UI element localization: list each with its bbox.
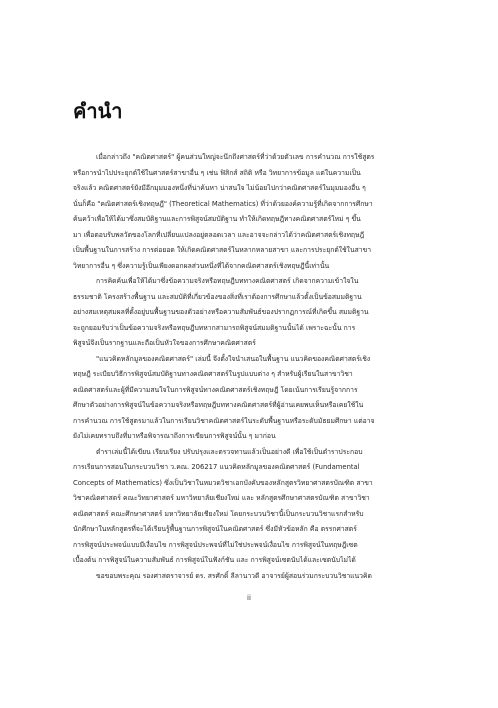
text-line: นั่นก็คือ "คณิตศาสตร์เชิงทฤษฎี" (Theoretical Mathematics) ที่ว่าด้วยองค์ความรู้ที่เกิดจากการศึกษา <box>73 199 373 208</box>
text-line: ขอขอบพระคุณ รองศาสตราจารย์ ดร. สรศักดิ์ ลีลานาวดี อาจารย์ผู้สอนร่วมกระบวนวิชาแนวคิด <box>96 571 372 580</box>
text-line: จะถูกยอมรับว่าเป็นข้อความจริงหรือทฤษฎีบทหากสามารถพิสูจน์สมมติฐานนั้นได้ เพราะฉะนั้น การ <box>73 323 356 332</box>
text-line: ศึกษาตัวอย่างการพิสูจน์ในข้อความจริงหรือทฤษฎีบททางคณิตศาสตร์ที่ผู้อ่านเคยพบเห็นหรือเคยใช้ใน <box>73 401 364 409</box>
text-line: มา เพื่อตอบรับพลวัตของโลกที่เปลี่ยนแปลงอยู่ตลอดเวลา และอาจจะกล่าวได้ว่าคณิตศาสตร์เชิงทฤษฎี <box>73 230 365 239</box>
text-line: คณิตศาสตร์ คณะศึกษาศาสตร์ มหาวิทยาลัยเชียงใหม่ โดยกระบวนวิชานี้เป็นกระบวนวิชาแรกสำหรับ <box>73 509 364 518</box>
text-line: ค้นคว้าเพื่อให้ได้มาซึ่งสมบัติฐานและการพิสูจน์สมบัติฐาน ทำให้เกิดทฤษฎีทางคณิตศาสตร์ใหม่ ๆ ขึ้น <box>73 215 361 223</box>
text-line: วิชาคณิตศาสตร์ คณะวิทยาศาสตร์ มหาวิทยาลัยเชียงใหม่ และ หลักสูตรศึกษาศาสตรบัณฑิต สาขาวิชา <box>73 494 370 502</box>
text-line: Concepts of Mathematics) ซึ่งเป็นวิชาในหมวดวิชาเอกบังคับของหลักสูตรวิทยาศาสตรบัณฑิต สาขา <box>73 478 373 487</box>
text-line: วิทยาการอื่น ๆ ซึ่งความรู้เป็นเพียงดอกผลส่วนหนึ่งที่ได้จากคณิตศาสตร์เชิงทฤษฎีนี้เท่านั้น <box>73 261 330 270</box>
text-line: หรือการนำไปประยุกต์ใช้ในศาสตร์สาขาอื่น ๆ เช่น ฟิสิกส์ สถิติ หรือ วิทยาการข้อมูล แต่ในความเป็น <box>73 168 361 177</box>
preface-body <box>73 150 429 584</box>
text-line: การเรียนการสอนในกระบวนวิชา ว.คณ. 206217 แนวคิดหลักมูลของคณิตศาสตร์ (Fundamental <box>73 463 360 471</box>
text-line: คณิตศาสตร์และผู้ที่มีความสนใจในการพิสูจน์ทางคณิตศาสตร์เชิงทฤษฎี โดยเน้นการเรียนรู้จากการ <box>73 385 358 394</box>
text-line: นักศึกษาในหลักสูตรที่จะได้เรียนรู้พื้นฐานการพิสูจน์ในคณิตศาสตร์ ซึ่งมีหัวข้อหลัก คือ ตรรกศาสตร์ <box>73 525 357 533</box>
text-line: การคำนวณ การใช้สูตรมาแล้วในการเรียนวิชาคณิตศาสตร์ในระดับพื้นฐานหรือระดับมัธยมศึกษา แต่อาจ <box>73 416 375 425</box>
text-line: พิสูจน์จึงเป็นรากฐานและถือเป็นหัวใจของการศึกษาคณิตศาสตร์ <box>73 339 256 347</box>
text-line: ทฤษฎี ระเบียบวิธีการพิสูจน์สมบัติฐานทางคณิตศาสตร์ในรูปแบบต่าง ๆ สำหรับผู้เรียนในสาขาวิชา <box>73 370 353 378</box>
text-line: การพิสูจน์ประพจน์แบบมีเงื่อนไข การพิสูจน์ประพจน์ที่ไม่ใช่ประพจน์เงื่อนไข การพิสูจน์ในทฤษฎีเซต <box>73 540 358 549</box>
text-line: อย่างสมเหตุสมผลที่ตั้งอยู่บนพื้นฐานของตัวอย่างหรือความสัมพันธ์ของปรากฏการณ์ที่เกิดขึ้น สมมติฐาน <box>73 308 369 316</box>
text-line: ยังไม่เคยทราบถึงที่มาหรือพิจารณาถึงการเขียนการพิสูจน์นั้น ๆ มาก่อน <box>73 432 276 440</box>
text-line: จริงแล้ว คณิตศาสตร์ยังมีอีกมุมมองหนึ่งที่น่าค้นหา น่าสนใจ ไม่น้อยไปกว่าคณิตศาสตร์ในมุมมองอื่น ๆ <box>73 184 366 192</box>
text-line: ตำราเล่มนี้ได้เขียน เรียบเรียง ปรับปรุงและตรวจทานแล้วเป็นอย่างดี เพื่อใช้เป็นตำราประกอบ <box>96 447 363 456</box>
text-line: เป็นพื้นฐานในการสร้าง การต่อยอด ให้เกิดคณิตศาสตร์ในหลากหลายสาขา และการประยุกต์ใช้ในสาขา <box>73 246 372 254</box>
text-line: เมื่อกล่าวถึง "คณิตศาสตร์" ผู้คนส่วนใหญ่จะนึกถึงศาสตร์ที่ว่าด้วยตัวเลข การคำนวณ การใช้สูตร <box>96 153 375 161</box>
page-title: คำนำ <box>73 99 123 123</box>
text-line: ธรรมชาติ โครงสร้างพื้นฐาน และสมบัติที่เกี่ยวข้องของสิ่งที่เราต้องการศึกษาแล้วตั้งเป็นข้อสมมติฐาน <box>73 292 362 301</box>
text-line: การคิดค้นเพื่อให้ได้มาซึ่งข้อความจริงหรือทฤษฎีบททางคณิตศาสตร์ เกิดจากความเข้าใจใน <box>96 277 359 285</box>
text-line: "แนวคิดหลักมูลของคณิตศาสตร์" เล่มนี้ จึงตั้งใจนำเสนอในพื้นฐาน แนวคิดของคณิตศาสตร์เชิง <box>96 354 371 363</box>
text-line: เบื้องต้น การพิสูจน์ในความสัมพันธ์ การพิสูจน์ในฟังก์ชัน และ การพิสูจน์เซตนับได้และเซตนับไม่ได้ <box>73 556 356 564</box>
page-number: ii <box>247 594 251 602</box>
